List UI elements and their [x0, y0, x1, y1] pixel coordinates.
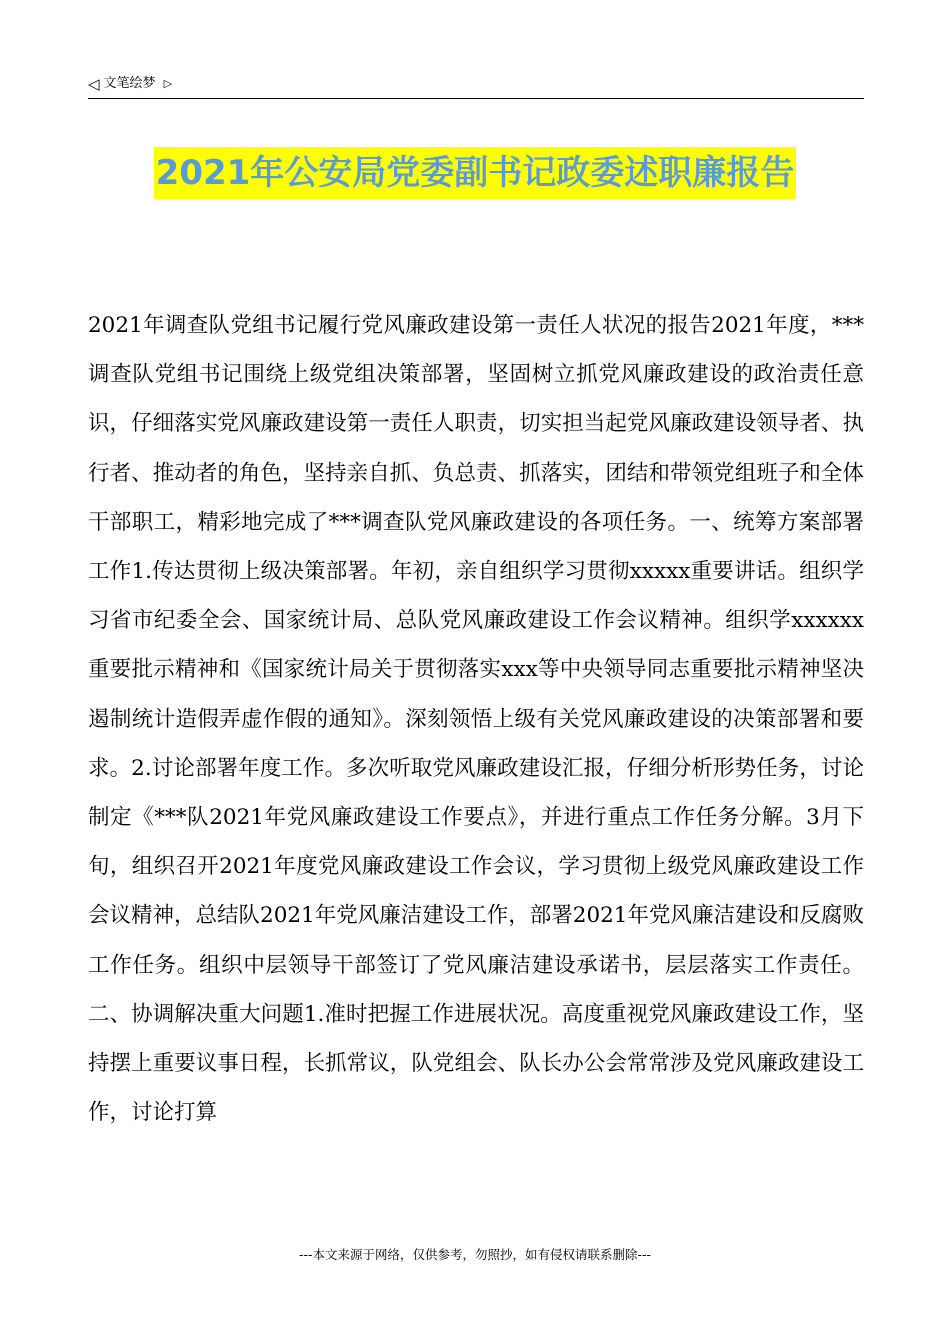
- footer-disclaimer: ---本文来源于网络，仅供参考，勿照抄，如有侵权请联系删除---: [298, 1247, 652, 1262]
- brand-name: 文笔绘梦: [103, 76, 156, 91]
- header-brand: [88, 74, 172, 94]
- document-body: 2021年调查队党组书记履行党风廉政建设第一责任人状况的报告2021年度，***调查队党组书记围绕上级党组决策部署，坚固树立抓党风廉政建设的政治责任意识，仔细落实党风廉政建设第一责任人职责，切实担当起党风廉政建设领导者、执行者、推动者的角色，坚持亲自抓、负总责、抓落实，团结和带领党组班子和全体干部职工，精彩地完成了***调查队党风廉政建设的各项任务。一、统筹方案部署工作1.传达贯彻上级决策部署。年初，亲自组织学习贯彻xxxxx重要讲话。组织学习省市纪委全会、国家统计局、总队党风廉政建设工作会议精神。组织学xxxxxx重要批示精神和《国家统计局关于贯彻落实xxx等中央领导同志重要批示精神坚决遏制统计造假弄虚作假的通知》。深刻领悟上级有关党风廉政建设的决策部署和要求。2.讨论部署年度工作。多次听取党风廉政建设汇报，仔细分析形势任务，讨论制定《***队2021年党风廉政建设工作要点》，并进行重点工作任务分解。3月下旬，组织召开2021年度党风廉政建设工作会议，学习贯彻上级党风廉政建设工作会议精神，总结队2021年党风廉洁建设工作，部署2021年党风廉洁建设和反腐败工作任务。组织中层领导干部签订了党风廉洁建设承诺书，层层落实工作责任。二、协调解决重大问题1.准时把握工作进展状况。高度重视党风廉政建设工作，坚持摆上重要议事日程，长抓常议，队党组会、队长办公会常常涉及党风廉政建设工作，讨论打算: [88, 313, 864, 1126]
- title-container: [0, 147, 950, 199]
- triangle-right-icon: ▷: [163, 77, 173, 90]
- page-header: [88, 74, 864, 99]
- triangle-left-icon: ◁: [88, 75, 100, 93]
- document-title: 2021年公安局党委副书记政委述职廉报告: [154, 147, 797, 199]
